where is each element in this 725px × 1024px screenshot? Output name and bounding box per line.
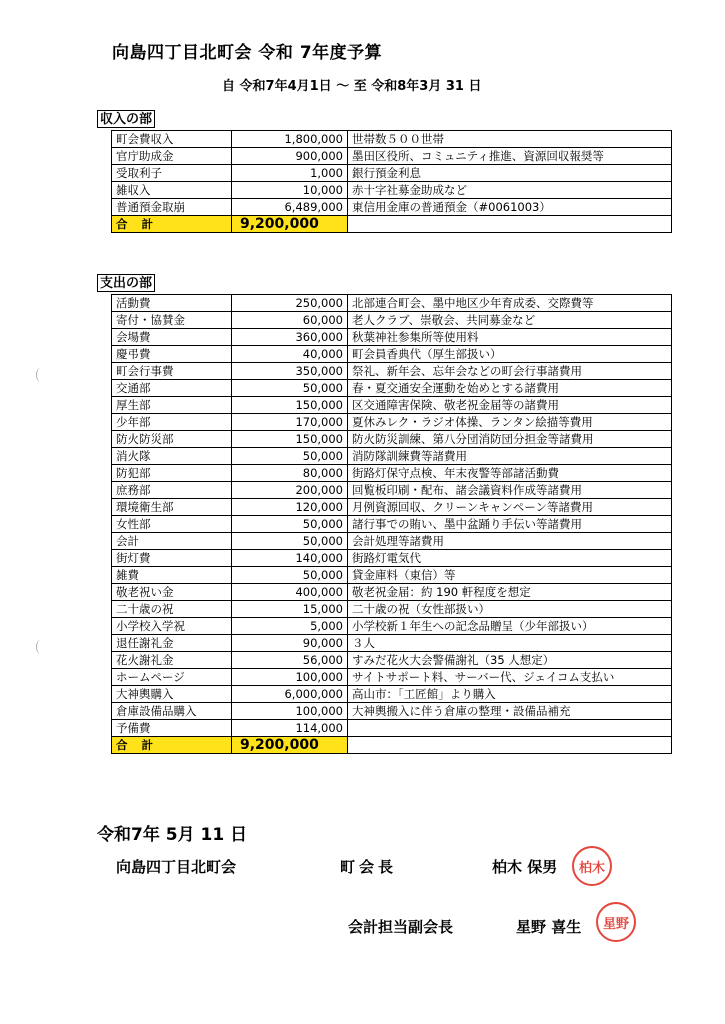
note-cell: 赤十字社募金助成など — [348, 182, 672, 199]
item-cell: ホームページ — [112, 669, 232, 686]
amount-cell: 56,000 — [232, 652, 348, 669]
note-cell: 町会員香典代（厚生部扱い） — [348, 346, 672, 363]
note-cell: 街路灯保守点検、年末夜警等部諸活動費 — [348, 465, 672, 482]
note-cell — [348, 720, 672, 737]
item-cell: 二十歳の祝 — [112, 601, 232, 618]
organization-name: 向島四丁目北町会 — [116, 858, 237, 876]
note-cell: 区交通障害保険、敬老祝金届等の諸費用 — [348, 397, 672, 414]
note-cell: 防火防災訓練、第八分団消防団分担金等諸費用 — [348, 431, 672, 448]
note-cell: 祭礼、新年会、忘年会などの町会行事諸費用 — [348, 363, 672, 380]
item-cell: 普通預金取崩 — [112, 199, 232, 216]
total-row — [112, 216, 672, 233]
amount-cell: 6,000,000 — [232, 686, 348, 703]
table-row — [112, 720, 672, 737]
amount-cell: 150,000 — [232, 397, 348, 414]
item-cell: 敬老祝い金 — [112, 584, 232, 601]
table-row — [112, 312, 672, 329]
table-row — [112, 465, 672, 482]
item-cell: 予備費 — [112, 720, 232, 737]
expense-table — [111, 294, 672, 754]
document-date: 令和7年 5月 11 日 — [97, 825, 248, 845]
table-row — [112, 601, 672, 618]
amount-cell: 140,000 — [232, 550, 348, 567]
item-cell: 寄付・協賛金 — [112, 312, 232, 329]
amount-cell: 60,000 — [232, 312, 348, 329]
note-cell: 銀行預金利息 — [348, 165, 672, 182]
item-cell: 街灯費 — [112, 550, 232, 567]
amount-cell: 10,000 — [232, 182, 348, 199]
amount-cell: 360,000 — [232, 329, 348, 346]
amount-cell: 80,000 — [232, 465, 348, 482]
item-cell: 交通部 — [112, 380, 232, 397]
item-cell: 環境衛生部 — [112, 499, 232, 516]
table-row — [112, 199, 672, 216]
amount-cell: 120,000 — [232, 499, 348, 516]
table-row — [112, 550, 672, 567]
note-cell: 会計処理等諸費用 — [348, 533, 672, 550]
note-cell: 老人クラブ、崇敬会、共同募金など — [348, 312, 672, 329]
expense-section-label: 支出の部 — [97, 274, 155, 292]
table-row — [112, 380, 672, 397]
item-cell: 雑収入 — [112, 182, 232, 199]
item-cell: 防犯部 — [112, 465, 232, 482]
note-cell: 月例資源回収、クリーンキャンペーン等諸費用 — [348, 499, 672, 516]
amount-cell: 6,489,000 — [232, 199, 348, 216]
note-cell: 回覧板印刷・配布、諸会議資料作成等諸費用 — [348, 482, 672, 499]
table-row — [112, 448, 672, 465]
table-row — [112, 397, 672, 414]
note-cell: 敬老祝金届：約 190 軒程度を想定 — [348, 584, 672, 601]
item-cell: 女性部 — [112, 516, 232, 533]
item-cell: 庶務部 — [112, 482, 232, 499]
chairman-role: 町会長 — [340, 858, 398, 876]
binder-hole-mark — [36, 640, 45, 654]
note-cell — [348, 737, 672, 754]
note-cell: 墨田区役所、コミュニティ推進、資源回収報奨等 — [348, 148, 672, 165]
note-cell — [348, 216, 672, 233]
table-row — [112, 363, 672, 380]
item-cell: 官庁助成金 — [112, 148, 232, 165]
table-row — [112, 482, 672, 499]
amount-cell: 50,000 — [232, 380, 348, 397]
item-cell: 退任謝礼金 — [112, 635, 232, 652]
note-cell: 北部連合町会、墨中地区少年育成委、交際費等 — [348, 295, 672, 312]
treasurer-name: 星野 喜生 — [516, 918, 582, 936]
amount-cell: 900,000 — [232, 148, 348, 165]
item-cell: 会計 — [112, 533, 232, 550]
note-cell: 貸金庫料（東信）等 — [348, 567, 672, 584]
note-cell: 小学校新１年生への記念品贈呈（少年部扱い） — [348, 618, 672, 635]
amount-cell: 100,000 — [232, 703, 348, 720]
item-cell: 町会行事費 — [112, 363, 232, 380]
fiscal-period: 自 令和7年4月1日 〜 至 令和8年3月 31 日 — [222, 79, 482, 94]
total-amount: 9,200,000 — [232, 216, 348, 233]
note-cell: 秋葉神社参集所等使用料 — [348, 329, 672, 346]
item-cell: 少年部 — [112, 414, 232, 431]
table-row — [112, 431, 672, 448]
table-row — [112, 618, 672, 635]
note-cell: 二十歳の祝（女性部扱い） — [348, 601, 672, 618]
chairman-seal-stamp: 柏木 — [572, 846, 612, 886]
item-cell: 雑費 — [112, 567, 232, 584]
note-cell: 世帯数５００世帯 — [348, 131, 672, 148]
note-cell: サイトサポート料、サーバー代、ジェイコム支払い — [348, 669, 672, 686]
item-cell: 花火謝礼金 — [112, 652, 232, 669]
total-label-cell — [112, 216, 232, 233]
table-row — [112, 584, 672, 601]
table-row — [112, 669, 672, 686]
amount-cell: 250,000 — [232, 295, 348, 312]
table-row — [112, 148, 672, 165]
amount-cell: 350,000 — [232, 363, 348, 380]
table-row — [112, 686, 672, 703]
note-cell: 夏休みレク・ラジオ体操、ランタン絵描等費用 — [348, 414, 672, 431]
amount-cell: 114,000 — [232, 720, 348, 737]
table-row — [112, 567, 672, 584]
table-row — [112, 414, 672, 431]
table-row — [112, 652, 672, 669]
total-label: 合計 — [116, 217, 167, 231]
amount-cell: 40,000 — [232, 346, 348, 363]
amount-cell: 150,000 — [232, 431, 348, 448]
amount-cell: 170,000 — [232, 414, 348, 431]
item-cell: 消火隊 — [112, 448, 232, 465]
item-cell: 小学校入学祝 — [112, 618, 232, 635]
amount-cell: 50,000 — [232, 567, 348, 584]
note-cell: すみだ花火大会警備謝礼（35 人想定） — [348, 652, 672, 669]
table-row — [112, 182, 672, 199]
treasurer-seal-stamp: 星野 — [596, 902, 636, 942]
item-cell: 大神輿購入 — [112, 686, 232, 703]
note-cell: 高山市：「工匠館」より購入 — [348, 686, 672, 703]
note-cell: 東信用金庫の普通預金（#0061003） — [348, 199, 672, 216]
chairman-name: 柏木 保男 — [492, 858, 558, 876]
table-row — [112, 533, 672, 550]
table-row — [112, 516, 672, 533]
table-row — [112, 165, 672, 182]
item-cell: 慶弔費 — [112, 346, 232, 363]
amount-cell: 50,000 — [232, 516, 348, 533]
item-cell: 会場費 — [112, 329, 232, 346]
amount-cell: 100,000 — [232, 669, 348, 686]
treasurer-role: 会計担当副会長 — [348, 918, 454, 936]
total-row — [112, 737, 672, 754]
item-cell: 活動費 — [112, 295, 232, 312]
document-title: 向島四丁目北町会 令和 7年度予算 — [112, 43, 383, 63]
item-cell: 倉庫設備品購入 — [112, 703, 232, 720]
table-row — [112, 346, 672, 363]
table-row — [112, 329, 672, 346]
amount-cell: 5,000 — [232, 618, 348, 635]
item-cell: 厚生部 — [112, 397, 232, 414]
table-row — [112, 295, 672, 312]
table-row — [112, 703, 672, 720]
item-cell: 受取利子 — [112, 165, 232, 182]
note-cell: 春・夏交通安全運動を始めとする諸費用 — [348, 380, 672, 397]
total-label: 合計 — [116, 738, 167, 752]
amount-cell: 50,000 — [232, 533, 348, 550]
note-cell: 街路灯電気代 — [348, 550, 672, 567]
note-cell: 消防隊訓練費等諸費用 — [348, 448, 672, 465]
amount-cell: 90,000 — [232, 635, 348, 652]
total-amount: 9,200,000 — [232, 737, 348, 754]
table-row — [112, 131, 672, 148]
table-row — [112, 499, 672, 516]
income-table — [111, 130, 672, 233]
amount-cell: 1,800,000 — [232, 131, 348, 148]
total-label-cell — [112, 737, 232, 754]
amount-cell: 50,000 — [232, 448, 348, 465]
amount-cell: 200,000 — [232, 482, 348, 499]
amount-cell: 15,000 — [232, 601, 348, 618]
amount-cell: 1,000 — [232, 165, 348, 182]
income-section-label: 収入の部 — [97, 110, 155, 128]
note-cell: 諸行事での賄い、墨中盆踊り手伝い等諸費用 — [348, 516, 672, 533]
note-cell: ３人 — [348, 635, 672, 652]
note-cell: 大神輿搬入に伴う倉庫の整理・設備品補充 — [348, 703, 672, 720]
binder-hole-mark — [36, 368, 45, 382]
amount-cell: 400,000 — [232, 584, 348, 601]
table-row — [112, 635, 672, 652]
item-cell: 防火防災部 — [112, 431, 232, 448]
item-cell: 町会費収入 — [112, 131, 232, 148]
